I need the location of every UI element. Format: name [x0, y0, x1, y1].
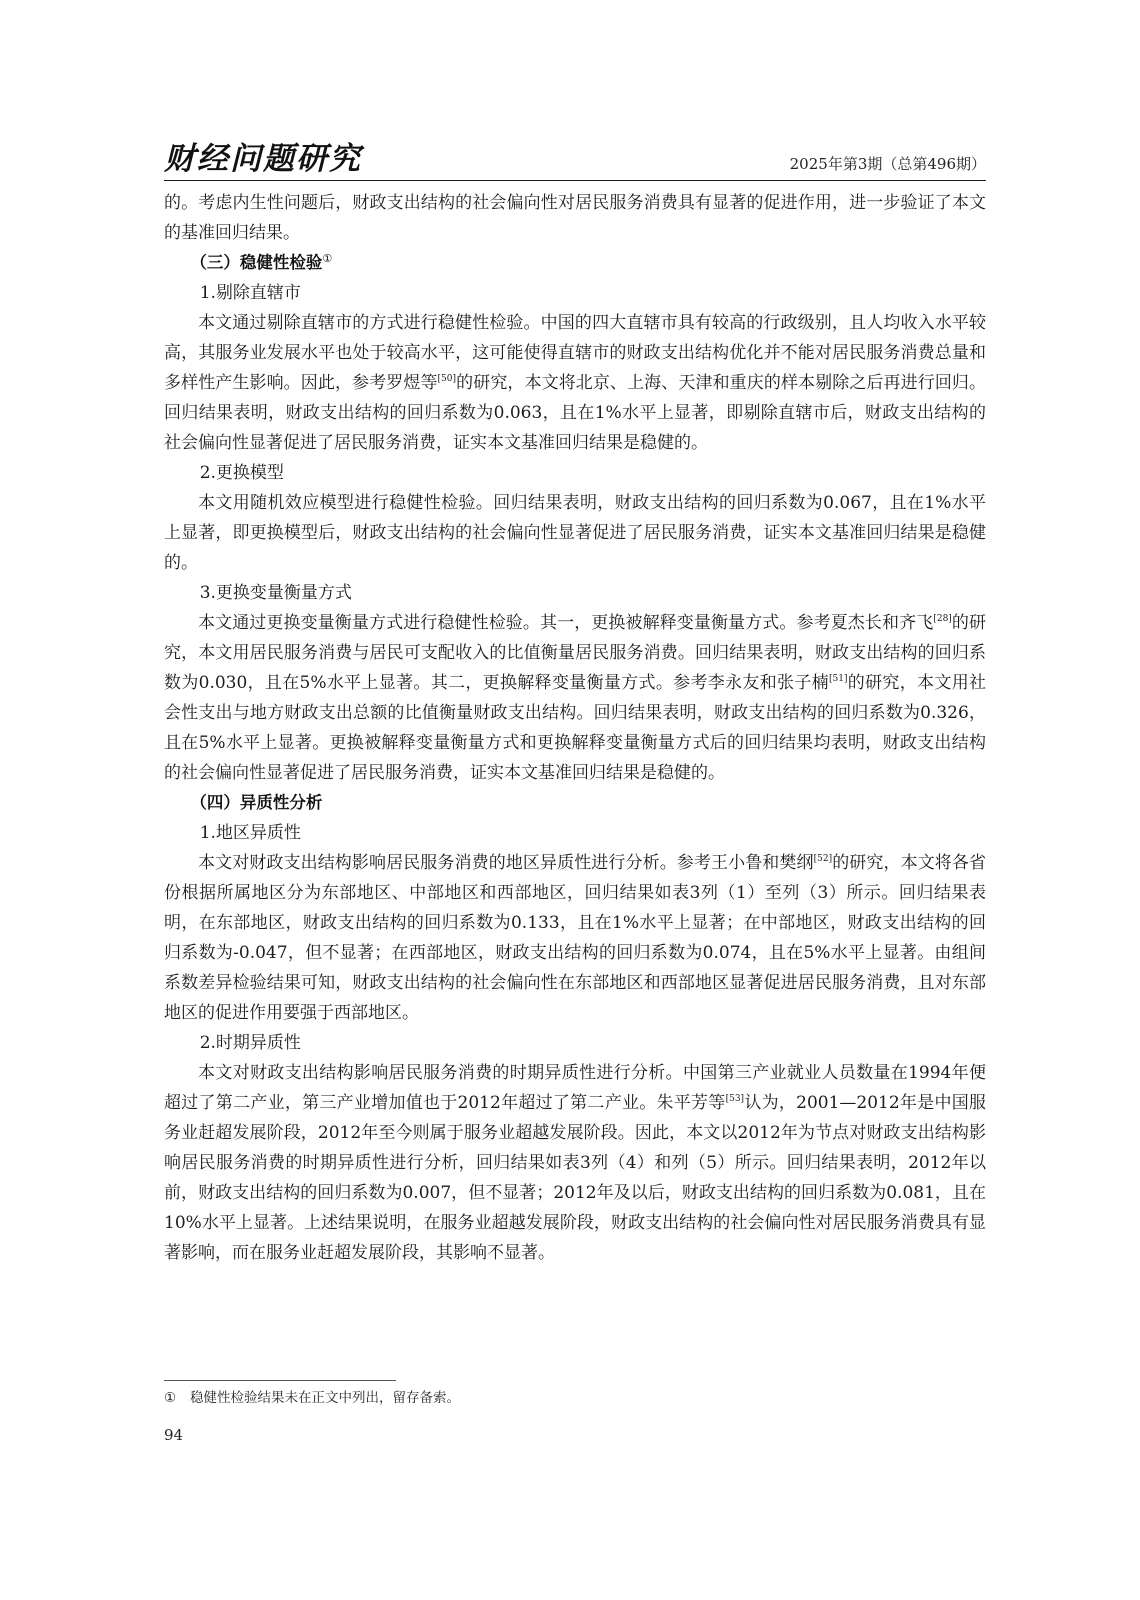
text-run: 的研究，本文将北京、上海、天津和重庆的样本剔除之后再进行回归。回归结果表明，财政支出结构的回归系数为0.063，且在1%水平上显著，即剔除直辖市后，财政支出结构的社会偏向性显著促进了居民服务消费，证实本文基准回归结果是稳健的。: [164, 373, 987, 453]
text-run: 本文对财政支出结构影响居民服务消费的时期异质性进行分析。中国第三产业就业人员数量在1994年便超过了第二产业，第三产业增加值也于2012年超过了第二产业。朱平芳等: [164, 1063, 986, 1113]
text-run: 认为，2001—2012年是中国服务业赶超发展阶段，2012年至今则属于服务业超越发展阶段。因此，本文以2012年为节点对财政支出结构影响居民服务消费的时期异质性进行分析，回归结果如表3列（4）和列（5）所示。回归结果表明，2012年以前，财政支出结构的回归系数为0.007，但不显著；2012年及以后，财政支出结构的回归系数为0.081，且在10%水平上显著。上述结果说明，在服务业超越发展阶段，财政支出结构的社会偏向性对居民服务消费具有显著影响，而在服务业赶超发展阶段，其影响不显著。: [164, 1093, 987, 1263]
citation-52[interactable]: [52]: [813, 854, 833, 864]
subheading-change-model: 2.更换模型: [199, 463, 284, 483]
subheading-change-measurement: 3.更换变量衡量方式: [199, 583, 352, 603]
subheading-period: 2.时期异质性: [199, 1033, 301, 1053]
footnote-marker[interactable]: ①: [322, 252, 333, 265]
footnote-text: 稳健性检验结果未在正文中列出，留存备索。: [190, 1390, 460, 1406]
text-run: 的研究，本文用居民服务消费与居民可支配收入的比值衡量居民服务消费。回归结果表明，财政支出结构的回归系数为0.030，且在5%水平上显著。其二，更换解释变量衡量方式。参考李永友和张子楠: [164, 613, 987, 693]
paragraph-exclude-municipalities: [164, 308, 986, 458]
subheading-regional: 1.地区异质性: [199, 823, 301, 843]
article-body: [164, 188, 986, 1268]
paragraph-change-measurement: [164, 608, 986, 788]
text-run: 的研究，本文用社会性支出与地方财政支出总额的比值衡量财政支出结构。回归结果表明，财政支出结构的回归系数为0.326，且在5%水平上显著。更换被解释变量衡量方式和更换解释变量衡量方式后的回归结果均表明，财政支出结构的社会偏向性显著促进了居民服务消费，证实本文基准回归结果是稳健的。: [164, 673, 987, 783]
section-heading-robustness: [164, 248, 986, 278]
paragraph-period: [164, 1058, 986, 1268]
citation-51[interactable]: [51]: [829, 674, 848, 684]
citation-28[interactable]: [28]: [933, 614, 952, 624]
paragraph-regional: [164, 848, 986, 1028]
text-run: 本文对财政支出结构影响居民服务消费的地区异质性进行分析。参考王小鲁和樊纲: [198, 853, 814, 873]
paragraph-continued: 的。考虑内生性问题后，财政支出结构的社会偏向性对居民服务消费具有显著的促进作用，进一步验证了本文的基准回归结果。: [164, 193, 986, 243]
citation-50[interactable]: [50]: [437, 374, 457, 384]
issue-info: 2025年第3期（总第496期）: [789, 155, 986, 173]
text-run: 本文通过剔除直辖市的方式进行稳健性检验。中国的四大直辖市具有较高的行政级别，且人均收入水平较高，其服务业发展水平也处于较高水平，这可能使得直辖市的财政支出结构优化并不能对居民服务消费总量和多样性产生影响。因此，参考罗煜等: [164, 313, 986, 393]
text-run: 本文通过更换变量衡量方式进行稳健性检验。其一，更换被解释变量衡量方式。参考夏杰长和齐飞: [198, 613, 934, 633]
section-title: （三）稳健性检验: [190, 253, 323, 272]
page-number: 94: [164, 1426, 184, 1444]
footnote-number: ①: [164, 1390, 177, 1406]
paragraph-change-model: 本文用随机效应模型进行稳健性检验。回归结果表明，财政支出结构的回归系数为0.067，且在1%水平上显著，即更换模型后，财政支出结构的社会偏向性显著促进了居民服务消费，证实本文基准回归结果是稳健的。: [164, 493, 986, 573]
citation-53[interactable]: [53]: [725, 1094, 745, 1104]
running-header: [164, 140, 986, 181]
text-run: 的研究，本文将各省份根据所属地区分为东部地区、中部地区和西部地区，回归结果如表3列（1）至列（3）所示。回归结果表明，在东部地区，财政支出结构的回归系数为0.133，且在1%水平上显著；在中部地区，财政支出结构的回归系数为-0.047，但不显著；在西部地区，财政支出结构的回归系数为0.074，且在5%水平上显著。由组间系数差异检验结果可知，财政支出结构的社会偏向性在东部地区和西部地区显著促进居民服务消费，且对东部地区的促进作用要强于西部地区。: [164, 853, 987, 1023]
subheading-exclude-municipalities: 1.剔除直辖市: [199, 283, 301, 303]
footnote-divider: [164, 1380, 396, 1381]
section-heading-heterogeneity: （四）异质性分析: [190, 793, 323, 812]
footnote: [164, 1388, 986, 1408]
journal-logo: 财经问题研究: [164, 141, 362, 177]
